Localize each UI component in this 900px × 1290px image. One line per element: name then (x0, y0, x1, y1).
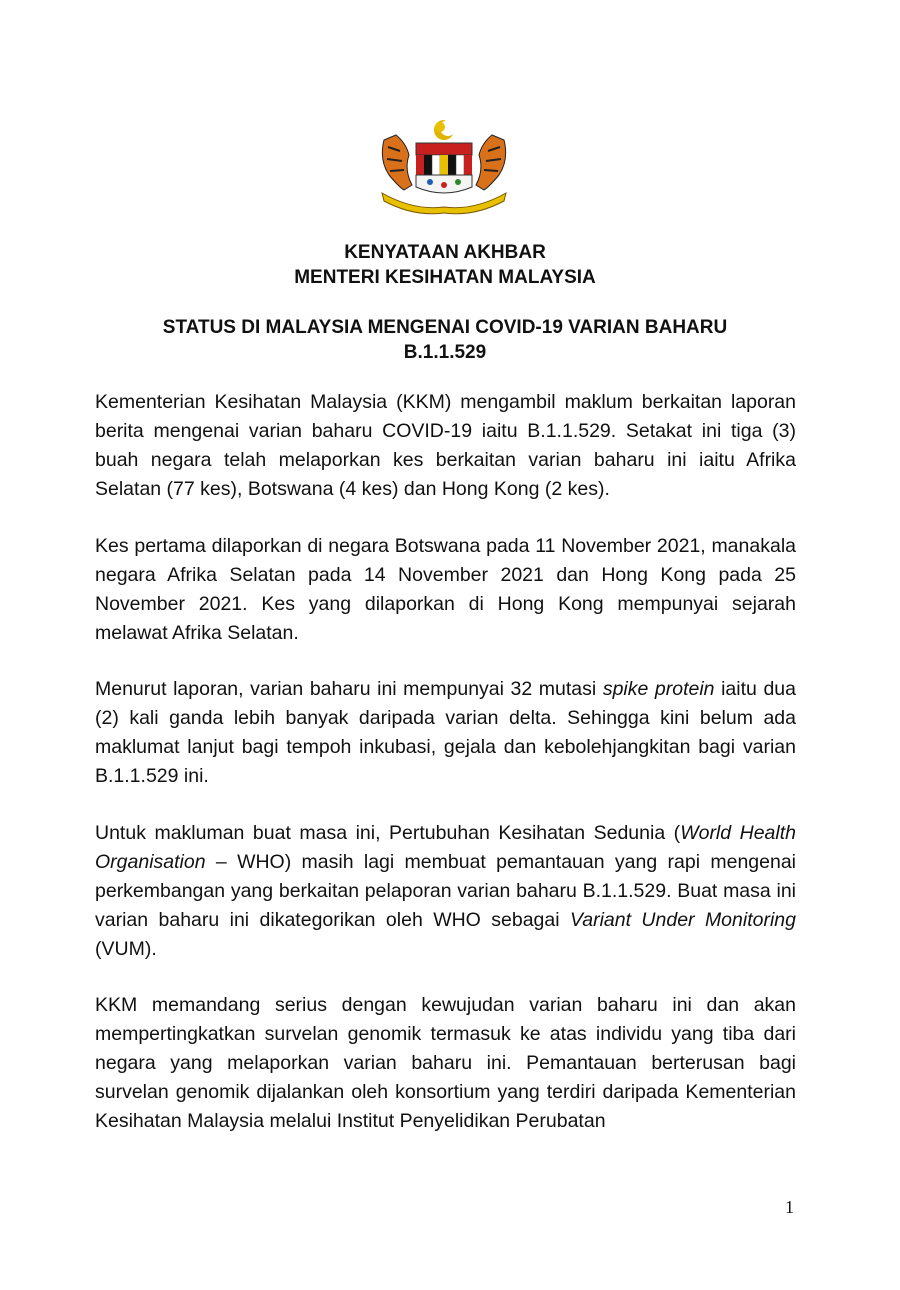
paragraph-4 (95, 819, 796, 964)
subject-line-1: STATUS DI MALAYSIA MENGENAI COVID-19 VARIAN BAHARU (162, 317, 728, 338)
press-release-heading (95, 240, 795, 290)
paragraph-4-text-c: – WHO) masih lagi membuat pemantauan yang rapi mengenai perkembangan yang berkaitan pelaporan varian baharu B.1.1.529. Buat masa ini varian baharu ini dikategorikan oleh WHO sebagai (95, 851, 796, 931)
paragraph-4-text-e: (VUM). (95, 938, 157, 960)
paragraph-4-italic-who: World Health Organisation (95, 822, 796, 873)
subject-heading (95, 315, 795, 365)
paragraph-3-italic-term: spike protein (602, 678, 715, 700)
paragraph-4-text-a: Untuk makluman buat masa ini, Pertubuhan Kesihatan Sedunia ( (95, 822, 681, 844)
paragraph-4-italic-vum: Variant Under Monitoring (569, 909, 796, 931)
subject-line-2: B.1.1.529 (403, 342, 487, 363)
heading-line-2: MENTERI KESIHATAN MALAYSIA (294, 267, 596, 288)
paragraph-1: Kementerian Kesihatan Malaysia (KKM) mengambil maklum berkaitan laporan berita mengenai varian baharu COVID-19 iaitu B.1.1.529. Setakat ini tiga (3) buah negara telah melaporkan kes berkaitan varian baharu ini iaitu Afrika Selatan (77 kes), Botswana (4 kes) dan Hong Kong (2 kes). (95, 391, 796, 500)
paragraph-3-text-c: iaitu dua (2) kali ganda lebih banyak daripada varian delta. Sehingga kini belum ada maklumat lanjut bagi tempoh inkubasi, gejala dan kebolehjangkitan bagi varian B.1.1.529 ini. (95, 678, 796, 787)
paragraph-3 (95, 675, 796, 791)
page-number: 1 (785, 1197, 794, 1217)
coat-of-arms-icon (374, 115, 514, 215)
paragraph-2: Kes pertama dilaporkan di negara Botswana pada 11 November 2021, manakala negara Afrika Selatan pada 14 November 2021 dan Hong Kong pada 25 November 2021. Kes yang dilaporkan di Hong Kong mempunyai sejarah melawat Afrika Selatan. (95, 535, 796, 644)
paragraph-5: KKM memandang serius dengan kewujudan varian baharu ini dan akan mempertingkatkan survelan genomik termasuk ke atas individu yang tiba dari negara yang melaporkan varian baharu ini. Pemantauan berterusan bagi survelan genomik dijalankan oleh konsortium yang terdiri daripada Kementerian Kesihatan Malaysia melalui Institut Penyelidikan Perubatan (95, 994, 796, 1132)
heading-line-1: KENYATAAN AKHBAR (344, 242, 546, 263)
paragraph-3-text-a: Menurut laporan, varian baharu ini mempunyai 32 mutasi (95, 678, 603, 700)
